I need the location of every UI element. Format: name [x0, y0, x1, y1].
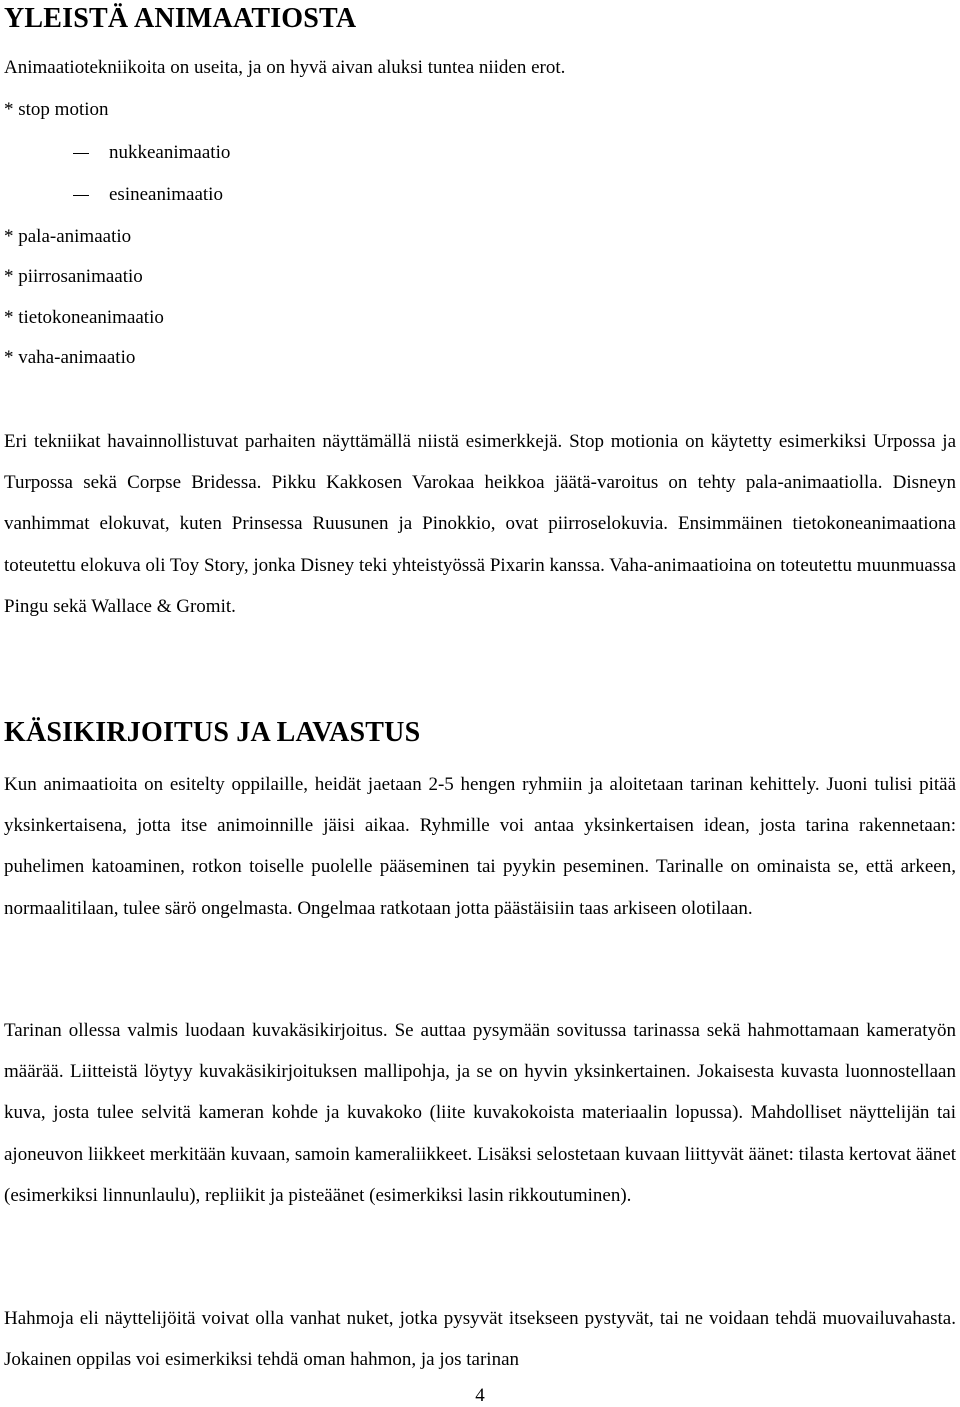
paragraph-story [4, 764, 956, 929]
dash-bullet-icon [73, 195, 89, 196]
list-item-clay: * vaha-animaatio [4, 347, 136, 368]
list-subitem-puppet: nukkeanimaatio [109, 142, 231, 163]
list-subitem-object: esineanimaatio [109, 184, 223, 205]
paragraph-characters [4, 1298, 956, 1380]
list-item-stop-motion: * stop motion [4, 99, 109, 120]
intro-text: Animaatiotekniikoita on useita, ja on hyvä aivan aluksi tuntea niiden erot. [4, 57, 566, 78]
list-item-cutout: * pala-animaatio [4, 226, 132, 247]
section-heading-general: YLEISTÄ ANIMAATIOSTA [4, 3, 357, 34]
paragraph-storyboard [4, 1010, 956, 1216]
list-item-computer: * tietokoneanimaatio [4, 307, 164, 328]
list-item-drawn: * piirrosanimaatio [4, 266, 143, 287]
section-heading-script: KÄSIKIRJOITUS JA LAVASTUS [4, 717, 421, 748]
dash-bullet-icon [73, 153, 89, 154]
paragraph-examples [4, 421, 956, 627]
paragraph-text: Kun animaatioita on esitelty oppilaille, heidät jaetaan 2-5 hengen ryhmiin ja aloitetaan tarinan kehittely. Juoni tulisi pitää yksinkertaisena, jotta itse animoinnille jäisi aikaa. Ryhmille voi antaa yksinkertaisen idean, josta tarina rakennetaan: puhelimen katoaminen, rotkon toiselle puolelle pääseminen tai pyykin peseminen. Tarinalle on ominaista se, että arkeen, normaalitilaan, tulee särö ongelmasta. Ongelmaa ratkotaan jotta päästäisiin taas arkiseen olotilaan. [4, 774, 956, 919]
paragraph-text: Hahmoja eli näyttelijöitä voivat olla vanhat nuket, jotka pysyvät itsekseen pystyvät, tai ne voidaan tehdä muovailuvahasta. Jokainen oppilas voi esimerkiksi tehdä oman hahmon, ja jos tarinan [4, 1308, 956, 1371]
paragraph-text: Tarinan ollessa valmis luodaan kuvakäsikirjoitus. Se auttaa pysymään sovitussa tarinassa sekä hahmottamaan kameratyön määrää. Liitteistä löytyy kuvakäsikirjoituksen mallipohja, ja se on hyvin yksinkertainen. Jokaisesta kuvasta luonnostellaan kuva, josta tulee selvitä kameran kohde ja kuvakoko (liite kuvakokoista materiaalin lopussa). Mahdolliset näyttelijän tai ajoneuvon liikkeet merkitään kuvaan, samoin kameraliikkeet. Lisäksi selostetaan kuvaan liittyvät äänet: tilasta kertovat äänet (esimerkiksi linnunlaulu), repliikit ja pisteäänet (esimerkiksi lasin rikkoutuminen). [4, 1020, 956, 1206]
paragraph-text: Eri tekniikat havainnollistuvat parhaiten näyttämällä niistä esimerkkejä. Stop motionia on käytetty esimerkiksi Urpossa ja Turpossa sekä Corpse Bridessa. Pikku Kakkosen Varokaa heikkoa jäätä-varoitus on tehty pala-animaatiolla. Disneyn vanhimmat elokuvat, kuten Prinsessa Ruusunen ja Pinokkio, ovat piirroselokuvia. Ensimmäinen tietokoneanimaationa toteutettu elokuva oli Toy Story, jonka Disney teki yhteistyössä Pixarin kanssa. Vaha-animaatioina on toteutettu muunmuassa Pingu sekä Wallace & Gromit. [4, 431, 956, 617]
page-number: 4 [475, 1385, 485, 1406]
